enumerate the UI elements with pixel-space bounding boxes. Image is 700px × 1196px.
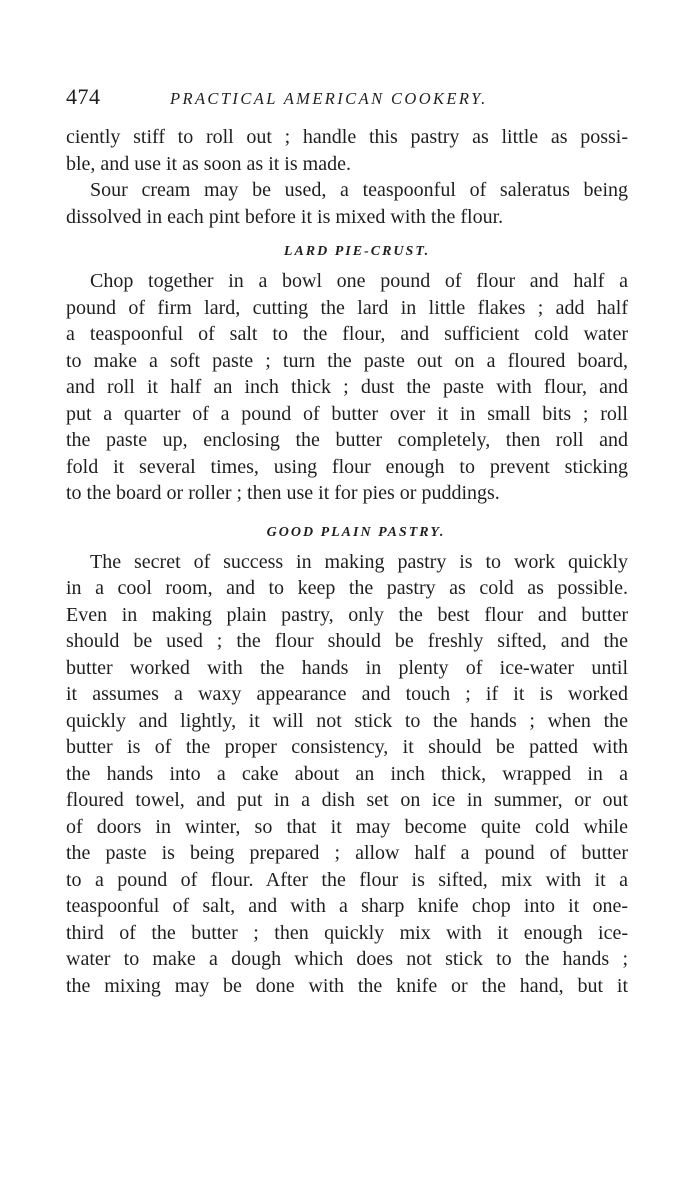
text-line: Chop together in a bowl one pound of flour and half a [90, 270, 628, 292]
intro-paragraph-continued [66, 124, 628, 177]
text-line: and roll it half an inch thick ; dust the paste with flour, and [66, 376, 628, 398]
text-line: ble, and use it as soon as it is made. [66, 152, 351, 175]
text-line: in a cool room, and to keep the pastry as cold as possible. [66, 577, 628, 599]
text-line: fold it several times, using flour enough to prevent sticking [66, 455, 628, 478]
text-line: of doors in winter, so that it may become quite cold while [66, 815, 628, 838]
text-line: The secret of success in making pastry is to work quickly [90, 550, 628, 573]
text-line: the paste is being prepared ; allow half a pound of butter [66, 842, 628, 864]
text-line: Sour cream may be used, a teaspoonful of saleratus being [90, 179, 628, 201]
lard-pie-crust-paragraph [66, 268, 628, 507]
book-page [66, 84, 628, 999]
text-line: teaspoonful of salt, and with a sharp knife chop into it one- [66, 895, 628, 917]
text-line: a teaspoonful of salt to the flour, and sufficient cold water [66, 323, 628, 345]
text-line: butter is of the proper consistency, it should be patted with [66, 736, 628, 758]
intro-paragraph-sour-cream [66, 177, 628, 230]
text-line: the mixing may be done with the knife or the hand, but it [66, 974, 628, 997]
text-line: put a quarter of a pound of butter over it in small bits ; roll [66, 402, 628, 425]
running-head [66, 84, 628, 110]
text-line: butter worked with the hands in plenty of ice-water until [66, 656, 628, 679]
page-number: 474 [66, 84, 101, 109]
section-heading-lard-pie-crust: LARD PIE-CRUST. [283, 244, 431, 259]
text-line: water to make a dough which does not stick to the hands ; [66, 948, 628, 970]
text-line: pound of firm lard, cutting the lard in little flakes ; add half [66, 296, 628, 319]
text-line: to the board or roller ; then use it for pies or puddings. [66, 482, 500, 504]
text-line: the paste up, enclosing the butter completely, then roll and [66, 429, 628, 451]
text-line: the hands into a cake about an inch thick, wrapped in a [66, 762, 628, 785]
text-line: quickly and lightly, it will not stick to the hands ; when the [66, 709, 628, 732]
text-line: floured towel, and put in a dish set on ice in summer, or out [66, 789, 628, 811]
good-plain-pastry-paragraph [66, 549, 628, 1000]
text-line: should be used ; the flour should be freshly sifted, and the [66, 630, 628, 652]
text-line: Even in making plain pastry, only the best flour and butter [66, 603, 628, 626]
text-line: dissolved in each pint before it is mixed with the flour. [66, 205, 504, 228]
text-line: ciently stiff to roll out ; handle this pastry as little as possi- [66, 126, 628, 148]
text-line: third of the butter ; then quickly mix with it enough ice- [66, 921, 628, 944]
text-line: to a pound of flour. After the flour is sifted, mix with it a [66, 868, 628, 891]
running-title: PRACTICAL AMERICAN COOKERY. [170, 89, 488, 108]
text-line: it assumes a waxy appearance and touch ; if it is worked [66, 683, 628, 705]
section-heading-good-plain-pastry: GOOD PLAIN PASTRY. [266, 524, 446, 540]
text-line: to make a soft paste ; turn the paste out on a floured board, [66, 349, 628, 372]
